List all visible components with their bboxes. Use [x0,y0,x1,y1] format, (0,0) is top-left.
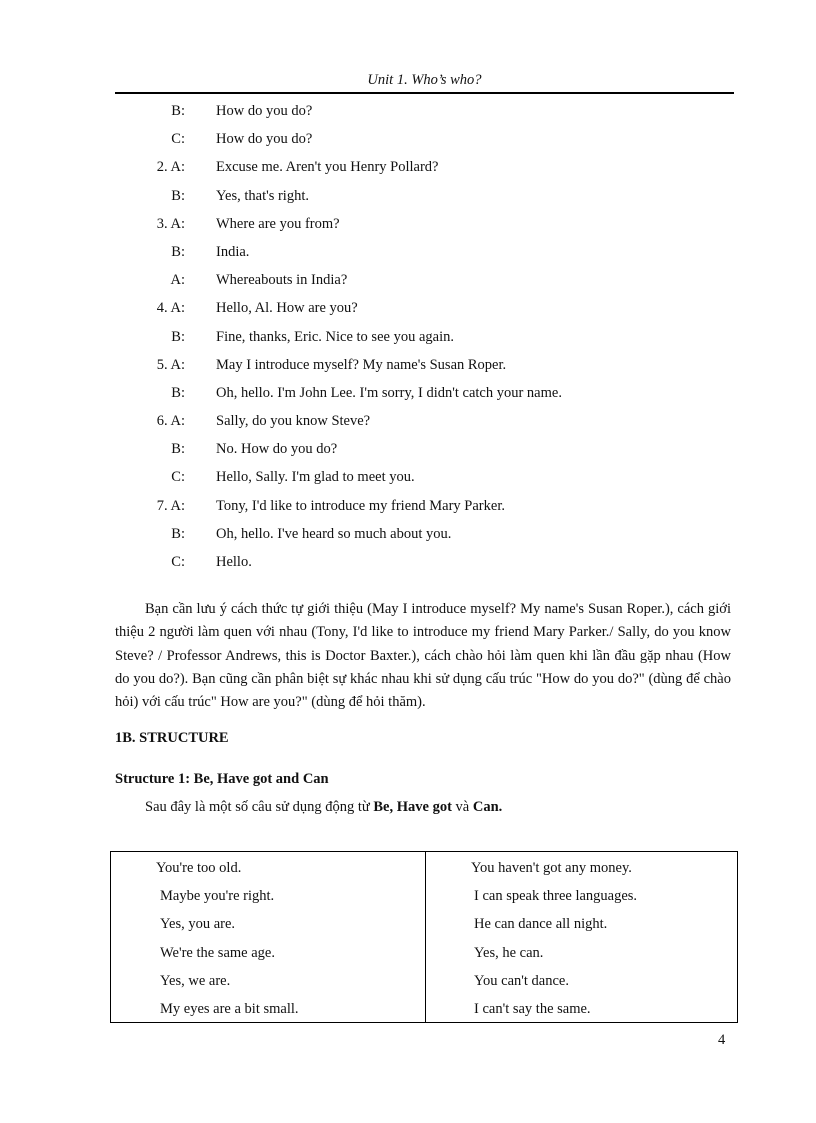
dialogue-line [0,97,816,125]
dialogue-text: No. How do you do? [216,441,338,458]
speaker-label: C: [171,554,185,570]
table-cell: You haven't got any money. [471,860,632,876]
dialogue-text: Oh, hello. I've heard so much about you. [216,525,452,542]
table-cell: Yes, you are. [160,916,236,933]
speaker-label: B: [171,525,185,542]
speaker-label: B: [171,243,185,260]
dialogue-line [0,520,816,548]
speaker-label: 7. A: [156,497,185,514]
dialogue-text: Hello, Sally. I'm glad to meet you. [216,469,415,486]
unit-title: Unit 1. Who’s who? [367,72,482,88]
dialogue-text: Excuse me. Aren't you Henry Pollard? [216,159,439,176]
dialogue-line [0,323,816,351]
dialogue-text: How do you do? [216,131,313,148]
dialogue-text: Sally, do you know Steve? [216,413,371,430]
intro-middle: và [455,799,470,815]
table-cell: Maybe you're right. [160,888,275,905]
dialogue-line [0,492,816,520]
dialogue-text: Hello, Al. How are you? [216,300,358,317]
speaker-label: 2. A: [156,159,185,176]
speaker-label: B: [171,384,185,401]
dialogue-line [0,379,816,407]
structure-intro [145,799,502,816]
dialogue-line [0,210,816,238]
speaker-label: C: [171,131,185,148]
dialogue-text: Hello. [216,554,252,570]
speaker-label: B: [171,103,185,119]
table-cell: I can speak three languages. [474,888,638,905]
dialogue-line [0,548,816,576]
dialogue-line [0,435,816,463]
table-column-right [426,852,737,1022]
table-cell: Yes, we are. [160,972,231,989]
dialogue-text: How do you do? [216,103,313,119]
dialogue-text: Fine, thanks, Eric. Nice to see you again. [216,328,454,345]
dialogue-line [0,463,816,491]
speaker-label: 4. A: [156,300,185,317]
speaker-label: B: [171,328,185,345]
table-cell: Yes, he can. [474,944,544,961]
example-table [110,851,738,1023]
speaker-label: A: [170,272,185,289]
table-cell: My eyes are a bit small. [160,1001,299,1017]
table-cell: I can't say the same. [474,1001,591,1017]
dialogue-text: Tony, I'd like to introduce my friend Mary Parker. [216,497,505,514]
section-heading: 1B. STRUCTURE [115,730,229,746]
table-column-left [111,852,426,1022]
dialogue-line [0,125,816,153]
speaker-label: B: [171,187,185,204]
speaker-label: 5. A: [156,356,185,373]
speaker-label: C: [171,469,185,486]
dialogue-text: May I introduce myself? My name's Susan Roper. [216,356,507,373]
dialogue-line [0,294,816,322]
table-cell: He can dance all night. [474,916,608,933]
page-header [115,68,734,94]
table-cell: You can't dance. [474,972,569,989]
dialogue-line [0,182,816,210]
speaker-label: 3. A: [156,215,185,232]
dialogue-text: Oh, hello. I'm John Lee. I'm sorry, I didn't catch your name. [216,384,562,401]
dialogue-text: Whereabouts in India? [216,272,348,289]
structure-heading: Structure 1: Be, Have got and Can [115,771,329,787]
intro-term-1: Be, Have got [373,799,452,815]
speaker-label: 6. A: [156,413,185,430]
dialogue-text: India. [216,243,250,260]
dialogue-text: Where are you from? [216,215,340,232]
table-cell: We're the same age. [160,944,275,961]
dialogue-line [0,238,816,266]
table-cell: You're too old. [156,860,242,876]
intro-term-2: Can. [472,799,503,815]
dialogue-list [0,97,816,576]
dialogue-text: Yes, that's right. [216,187,309,204]
dialogue-line [0,153,816,181]
page-number: 4 [718,1032,726,1048]
speaker-label: B: [171,441,185,458]
intro-prefix: Sau đây là một số câu sử dụng động từ [145,799,370,815]
dialogue-line [0,351,816,379]
dialogue-line [0,266,816,294]
dialogue-line [0,407,816,435]
note-paragraph: Bạn cần lưu ý cách thức tự giới thiệu (May I introduce myself? My name's Susan Roper.), cách giới thiệu 2 người làm quen với nhau (Tony, I'd like to introduce my friend Mary Parker./ Sally, do you know Steve? / Professor Andrews, this is Doctor Baxter.), cách chào hỏi làm quen khi lần đầu gặp nhau (How do you do?). Bạn cũng cần phân biệt sự khác nhau khi sử dụng cấu trúc "How do you do?" (dùng để chào hỏi) với cấu trúc" How are you?" (dùng để hỏi thăm). [115,601,731,711]
